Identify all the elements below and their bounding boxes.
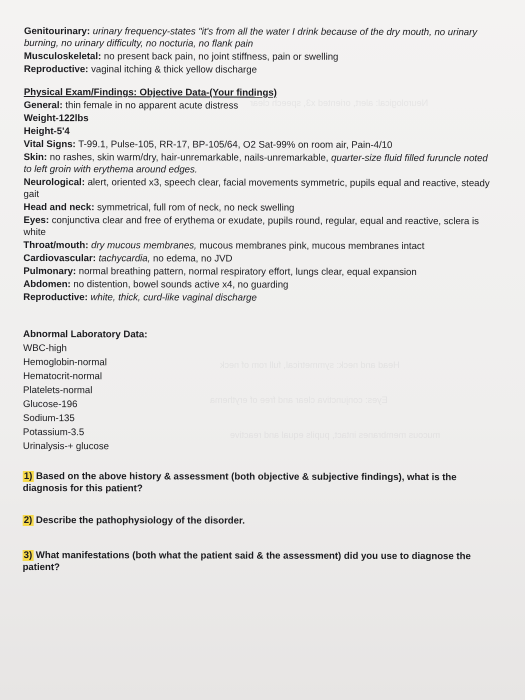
pulmonary-row xyxy=(23,266,493,279)
skin-row xyxy=(24,152,494,177)
question-number: 2) xyxy=(23,514,33,526)
show-through-text: Eyes: conjunctiva clear and free of erythema xyxy=(210,395,388,405)
throat-mouth-row xyxy=(23,240,493,253)
weight-row: Weight-122lbs xyxy=(23,112,89,125)
lab-item: Urinalysis-+ glucose xyxy=(22,440,110,452)
musculoskeletal-text: no present back pain, no joint stiffness, pain or swelling xyxy=(103,51,339,63)
question-text: What manifestations (both what the patient said & the assessment) did you use to diagnose the patient? xyxy=(22,550,471,574)
skin-finding: quarter-size fluid filled furuncle noted to left groin with erythema around edges. xyxy=(23,152,488,176)
eyes-row xyxy=(23,215,493,240)
question-1 xyxy=(23,471,493,496)
genitourinary-text: urinary frequency-states "it's from all the water I drink because of the dry mouth, no urinary burning, no urinary difficulty, no nocturia, no flank pain xyxy=(23,26,478,50)
musculoskeletal-label: Musculoskeletal: xyxy=(23,50,102,63)
question-3 xyxy=(23,550,493,575)
lab-item: Potassium-3.5 xyxy=(22,426,85,438)
show-through-text: Neurological: alert, oriented x3, speech clear xyxy=(250,98,429,108)
physical-exam-heading: Physical Exam/Findings: Objective Data-(Your findings) xyxy=(23,86,277,99)
musculoskeletal-row xyxy=(24,51,494,64)
question-number: 1) xyxy=(23,470,33,482)
abdomen-text: no distention, bowel sounds active x4, no guarding xyxy=(73,278,289,291)
skin-text: no rashes, skin warm/dry, hair-unremarkable, nails-unremarkable, xyxy=(49,151,329,164)
head-neck-text: symmetrical, full rom of neck, no neck swelling xyxy=(97,201,295,214)
question-text: Based on the above history & assessment (both objective & subjective findings), what is the diagnosis for this patient? xyxy=(22,470,457,494)
throat-mouth-text: mucous membranes pink, mucous membranes intact xyxy=(199,240,425,252)
vital-signs-label: Vital Signs: xyxy=(23,138,76,151)
reproductive-label: Reproductive: xyxy=(23,63,89,76)
lab-item: Hematocrit-normal xyxy=(23,370,103,382)
abdomen-label: Abdomen: xyxy=(23,278,71,290)
cardiovascular-row xyxy=(23,253,493,266)
abdomen-row xyxy=(23,279,493,292)
general-label: General: xyxy=(23,99,63,112)
height-row: Height-5'4 xyxy=(23,125,70,138)
reproductive-text: vaginal itching & thick yellow discharge xyxy=(91,64,257,76)
general-row xyxy=(24,100,494,113)
head-neck-label: Head and neck: xyxy=(23,201,95,213)
vital-signs-row xyxy=(24,139,494,152)
question-number: 3) xyxy=(23,550,33,562)
exam-reproductive-label: Reproductive: xyxy=(23,291,88,303)
lab-item: Platelets-normal xyxy=(23,384,93,396)
lab-data-section xyxy=(23,329,493,454)
exam-reproductive-row xyxy=(23,292,493,305)
neurological-text: alert, oriented x3, speech clear, facial movements symmetric, pupils equal and reactive, steady gait xyxy=(23,176,490,200)
cardiovascular-label: Cardiovascular: xyxy=(23,252,96,264)
question-2 xyxy=(23,514,493,527)
genitourinary-label: Genitourinary: xyxy=(23,26,91,38)
question-text: Describe the pathophysiology of the disorder. xyxy=(35,514,245,527)
show-through-text: mucous membranes intact, pupils equal and reactive xyxy=(230,430,441,440)
skin-label: Skin: xyxy=(23,151,48,163)
show-through-text: Head and neck: symmetrical, full rom of neck xyxy=(220,360,400,370)
pulmonary-label: Pulmonary: xyxy=(23,265,77,277)
lab-item: Sodium-135 xyxy=(22,412,75,424)
cardiovascular-text: no edema, no JVD xyxy=(152,253,233,265)
lab-item: Hemoglobin-normal xyxy=(23,356,107,368)
head-neck-row xyxy=(24,202,494,215)
pulmonary-text: normal breathing pattern, normal respiratory effort, lungs clear, equal expansion xyxy=(78,265,417,278)
lab-data-heading: Abnormal Laboratory Data: xyxy=(23,328,148,340)
exam-reproductive-finding: white, thick, curd-like vaginal discharge xyxy=(90,291,257,304)
cardiovascular-finding: tachycardia, xyxy=(98,252,151,265)
throat-mouth-label: Throat/mouth: xyxy=(23,239,89,251)
throat-mouth-finding: dry mucous membranes, xyxy=(91,239,197,252)
document-content xyxy=(23,26,494,576)
eyes-label: Eyes: xyxy=(23,214,50,226)
lab-item: WBC-high xyxy=(23,342,67,354)
genitourinary-row xyxy=(24,26,494,51)
lab-item: Glucose-196 xyxy=(22,398,78,410)
general-text: thin female in no apparent acute distress xyxy=(65,100,239,112)
eyes-text: conjunctiva clear and free of erythema or exudate, pupils round, regular, equal and reactive, sclera is white xyxy=(23,214,479,238)
reproductive-row xyxy=(24,64,494,77)
neurological-row xyxy=(24,177,494,202)
vital-signs-text: T-99.1, Pulse-105, RR-17, BP-105/64, O2 Sat-99% on room air, Pain-4/10 xyxy=(78,139,393,151)
neurological-label: Neurological: xyxy=(23,176,85,188)
